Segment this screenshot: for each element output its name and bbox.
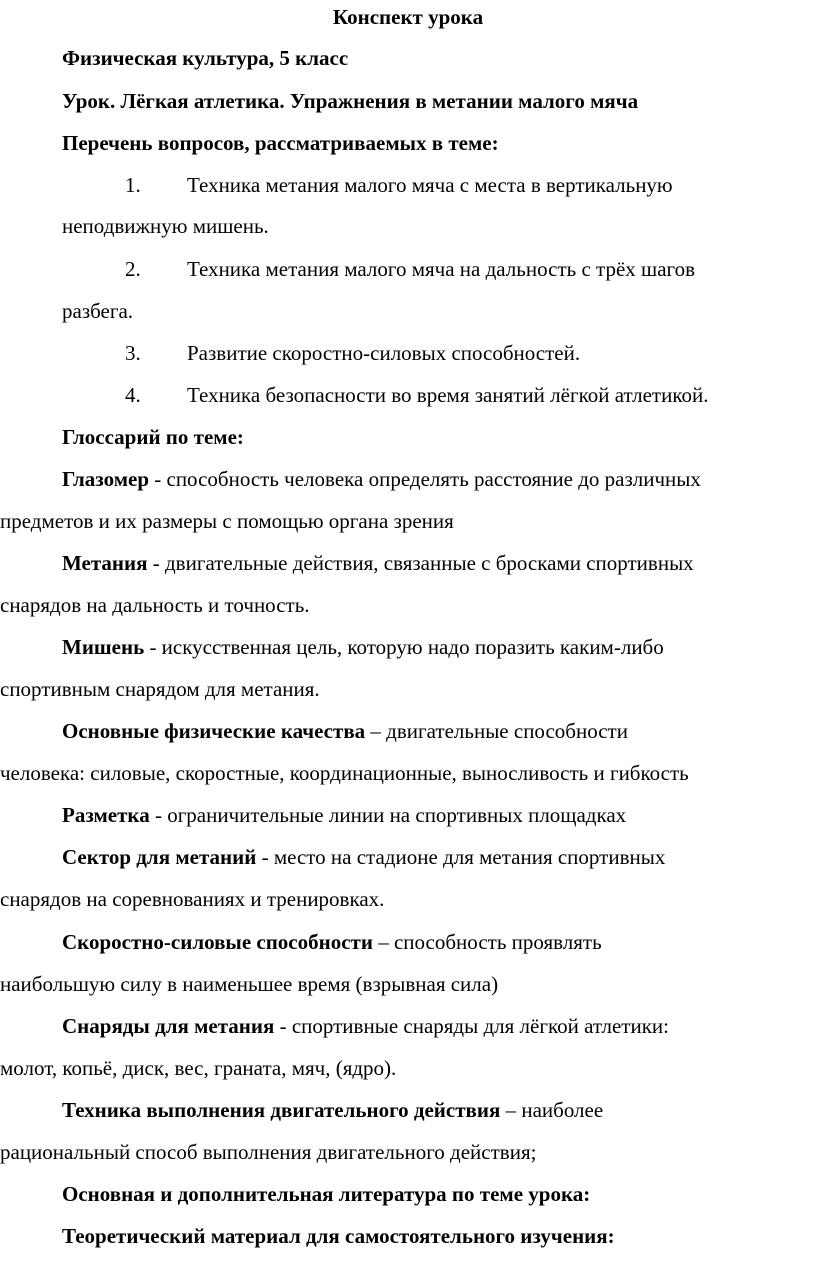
glossary-term: Разметка: [62, 803, 150, 827]
lesson-heading: Урок. Лёгкая атлетика. Упражнения в метании малого мяча: [62, 89, 639, 113]
glossary-term: Техника выполнения двигательного действия: [62, 1098, 501, 1122]
document-title: Конспект урока: [332, 5, 484, 29]
glossary-definition: – наиболее: [500, 1098, 604, 1122]
glossary-definition: – двигательные способности: [365, 719, 628, 743]
glossary-term: Метания: [62, 551, 148, 575]
glossary-line: [62, 844, 665, 870]
glossary-definition: - место на стадионе для метания спортивных: [256, 845, 666, 869]
question-text: Техника метания малого мяча на дальность с трёх шагов: [187, 257, 696, 281]
glossary-line: [62, 802, 626, 828]
glossary-definition: - способность человека определять расстояние до различных: [149, 467, 701, 491]
glossary-line: [62, 466, 701, 492]
glossary-line: [62, 550, 694, 576]
glossary-definition-continued: спортивным снарядом для метания.: [0, 677, 320, 701]
glossary-definition: – способность проявлять: [372, 930, 602, 954]
question-text-continued: разбега.: [62, 299, 134, 323]
glossary-definition: - спортивные снаряды для лёгкой атлетики:: [274, 1014, 670, 1038]
question-number: 4.: [125, 383, 141, 407]
question-text-continued: неподвижную мишень.: [62, 214, 269, 238]
glossary-definition-continued: человека: силовые, скоростные, координационные, выносливость и гибкость: [0, 761, 689, 785]
glossary-definition-continued: наибольшую силу в наименьшее время (взрывная сила): [0, 972, 499, 996]
glossary-definition: - ограничительные линии на спортивных площадках: [149, 803, 627, 827]
glossary-term: Скоростно-силовые способности: [62, 930, 373, 954]
glossary-line: [62, 718, 628, 744]
glossary-definition: - двигательные действия, связанные с бросками спортивных: [147, 551, 694, 575]
glossary-definition-continued: молот, копьё, диск, вес, граната, мяч, (ядро).: [0, 1056, 397, 1080]
glossary-line: [62, 1097, 603, 1123]
question-text: Техника безопасности во время занятий лёгкой атлетикой.: [187, 383, 709, 407]
question-number: 3.: [125, 341, 141, 365]
question-text: Техника метания малого мяча с места в вертикальную: [187, 173, 673, 197]
literature-heading: Основная и дополнительная литература по теме урока:: [62, 1182, 591, 1206]
question-number: 1.: [125, 173, 141, 197]
glossary-line: [62, 1013, 669, 1039]
questions-heading: Перечень вопросов, рассматриваемых в теме:: [62, 131, 499, 155]
subject-heading: Физическая культура, 5 класс: [62, 46, 349, 70]
glossary-term: Сектор для метаний: [62, 845, 257, 869]
glossary-term: Мишень: [62, 635, 145, 659]
glossary-line: [62, 634, 664, 660]
glossary-line: [62, 929, 602, 955]
glossary-definition-continued: предметов и их размеры с помощью органа зрения: [0, 509, 454, 533]
glossary-definition-continued: снарядов на дальность и точность.: [0, 593, 310, 617]
glossary-heading: Глоссарий по теме:: [62, 425, 244, 449]
glossary-term: Основные физические качества: [62, 719, 366, 743]
glossary-term: Глазомер: [62, 467, 149, 491]
question-number: 2.: [125, 257, 141, 281]
glossary-term: Снаряды для метания: [62, 1014, 275, 1038]
glossary-definition: - искусственная цель, которую надо поразить каким-либо: [144, 635, 664, 659]
glossary-definition-continued: снарядов на соревнованиях и тренировках.: [0, 887, 385, 911]
glossary-definition-continued: рациональный способ выполнения двигательного действия;: [0, 1140, 537, 1164]
question-text: Развитие скоростно-силовых способностей.: [187, 341, 581, 365]
theory-heading: Теоретический материал для самостоятельного изучения:: [62, 1224, 615, 1248]
